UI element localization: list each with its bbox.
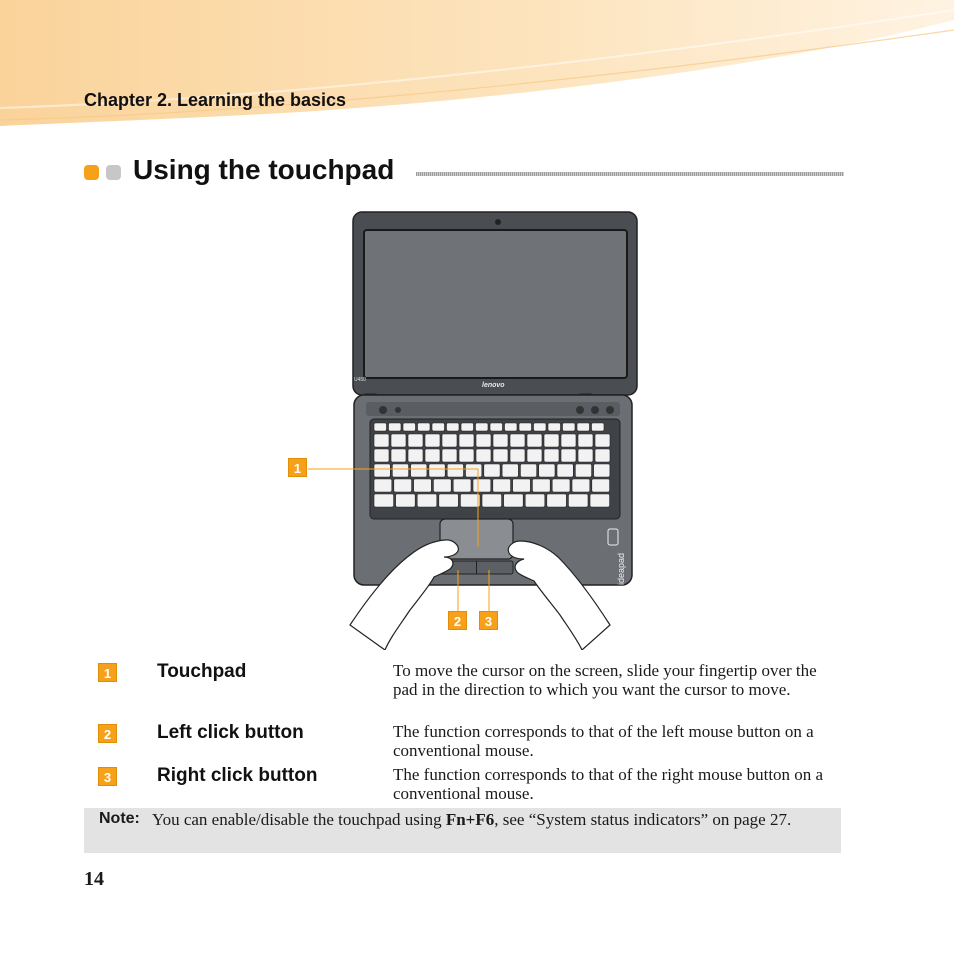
orange-bullet-icon (84, 165, 99, 180)
keyboard-key (461, 423, 474, 431)
keyboard-key (473, 479, 491, 492)
keyboard-key (476, 423, 489, 431)
note-text (152, 810, 832, 829)
keyboard-key (572, 479, 590, 492)
keyboard-key (374, 423, 387, 431)
figure-marker-3: 3 (479, 611, 498, 630)
keyboard-key (592, 479, 610, 492)
list-item (84, 765, 844, 807)
figure-marker-2: 2 (448, 611, 467, 630)
keyboard-key (391, 434, 406, 447)
keyboard-key (504, 494, 524, 507)
svg-text:U450: U450 (354, 377, 366, 383)
keyboard-key (417, 494, 437, 507)
note-text-before: You can enable/disable the touchpad using (152, 810, 446, 829)
item-description: The function corresponds to that of the left mouse button on a conventional mouse. (393, 722, 814, 760)
keyboard-key (374, 434, 389, 447)
keyboard-key (527, 449, 542, 462)
keyboard-key (561, 434, 576, 447)
laptop-illustration (280, 205, 680, 650)
keyboard-key (429, 464, 445, 477)
keyboard-key (476, 449, 491, 462)
keyboard-key (493, 434, 508, 447)
item-description: To move the cursor on the screen, slide your fingertip over the pad in the direction to which you want the cursor to move. (393, 661, 817, 699)
keyboard-key (590, 494, 610, 507)
keyboard-key (532, 479, 550, 492)
keyboard-key (447, 464, 463, 477)
keyboard-key (453, 479, 471, 492)
keyboard-key (396, 494, 416, 507)
keyboard-key (547, 494, 567, 507)
keyboard-key (595, 449, 610, 462)
keyboard-key (592, 423, 605, 431)
keyboard-key (525, 494, 545, 507)
item-term: Left click button (157, 722, 304, 743)
keyboard-key (539, 464, 555, 477)
keyboard-key (557, 464, 573, 477)
keyboard-key (575, 464, 591, 477)
keyboard-key (374, 449, 389, 462)
keyboard-key (460, 494, 480, 507)
keyboard-key (389, 423, 402, 431)
palmrest-logo: ideapad (616, 552, 626, 585)
section-title: Using the touchpad (133, 154, 395, 185)
note-box (84, 808, 841, 853)
item-term: Touchpad (157, 661, 247, 682)
keyboard-key (476, 434, 491, 447)
note-keys: Fn+F6 (445, 810, 495, 829)
keyboard-key (408, 449, 423, 462)
keyboard-key (578, 434, 593, 447)
keyboard-key (493, 479, 511, 492)
keyboard-key (527, 434, 542, 447)
item-marker: 1 (98, 663, 117, 682)
brand-logo: lenovo (482, 382, 505, 389)
keyboard-key (447, 423, 460, 431)
keyboard-key (394, 479, 412, 492)
keyboard-key (595, 434, 610, 447)
keyboard-key (520, 464, 536, 477)
keyboard-key (561, 449, 576, 462)
keyboard-key (548, 423, 561, 431)
keyboard-key (403, 423, 416, 431)
note-label: Note: (99, 810, 140, 827)
keyboard-key (577, 423, 590, 431)
keyboard-key (442, 449, 457, 462)
title-rule (416, 172, 844, 176)
keyboard-key (432, 423, 445, 431)
keyboard-key (374, 494, 394, 507)
header-band (0, 0, 954, 135)
keyboard-key (502, 464, 518, 477)
keyboard-key (459, 434, 474, 447)
note-text-after: , see “System status indicators” on page 27. (494, 810, 792, 829)
keyboard-key (391, 449, 406, 462)
gray-bullet-icon (106, 165, 121, 180)
keyboard-key (484, 464, 500, 477)
keyboard-key (505, 423, 518, 431)
keyboard-key (418, 423, 431, 431)
keyboard-key (411, 464, 427, 477)
keyboard-key (374, 464, 390, 477)
keyboard-key (490, 423, 503, 431)
keyboard-key (466, 464, 482, 477)
keyboard-key (544, 449, 559, 462)
keyboard-key (544, 434, 559, 447)
list-item (84, 661, 844, 721)
keyboard-key (513, 479, 531, 492)
keyboard-key (510, 434, 525, 447)
page-number: 14 (84, 868, 104, 890)
item-term: Right click button (157, 765, 318, 786)
item-description: The function corresponds to that of the right mouse button on a conventional mouse. (393, 765, 824, 803)
keyboard-key (439, 494, 459, 507)
laptop-figure (280, 205, 680, 650)
keyboard-key (552, 479, 570, 492)
keyboard-key (482, 494, 502, 507)
keyboard-key (578, 449, 593, 462)
keyboard-key (568, 494, 588, 507)
keyboard-key (408, 434, 423, 447)
keyboard-key (414, 479, 432, 492)
keyboard-key (594, 464, 610, 477)
keyboard-key (519, 423, 532, 431)
section-heading (84, 154, 844, 194)
keyboard-key (493, 449, 508, 462)
keyboard-key (392, 464, 408, 477)
item-marker: 2 (98, 724, 117, 743)
list-item (84, 722, 844, 764)
keyboard-key (510, 449, 525, 462)
keyboard-key (425, 449, 440, 462)
keyboard-key (433, 479, 451, 492)
keyboard-key (459, 449, 474, 462)
item-marker: 3 (98, 767, 117, 786)
keyboard-key (442, 434, 457, 447)
figure-marker-1: 1 (288, 458, 307, 477)
chapter-heading: Chapter 2. Learning the basics (84, 90, 347, 110)
keyboard-key (425, 434, 440, 447)
keyboard-key (534, 423, 547, 431)
keyboard-key (374, 479, 392, 492)
keyboard-key (563, 423, 576, 431)
